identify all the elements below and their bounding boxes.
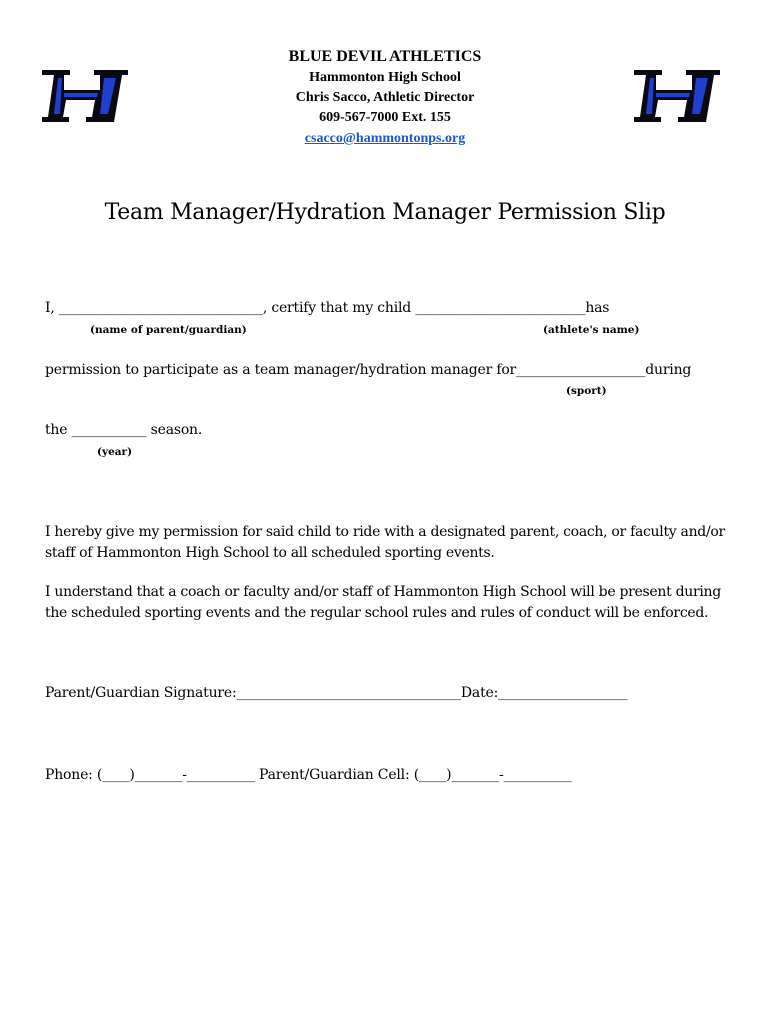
transport-permission-paragraph: I hereby give my permission for said child to ride with a designated parent, coach, or faculty and/or staff of Hammonton High School to all scheduled sporting events. (45, 524, 725, 561)
phone-numbers-line: Phone: (____)_______-__________ Parent/Guardian Cell: (____)_______-__________ (45, 767, 572, 783)
email-link[interactable]: csacco@hammontonps.org (304, 131, 466, 146)
signature-date-line: Parent/Guardian Signature:_________________________________Date:___________________ (45, 685, 628, 701)
supervision-paragraph: I understand that a coach or faculty and/or staff of Hammonton High School will be present during the scheduled sporting events and the regular school rules and rules of conduct will be enforced. (45, 584, 721, 621)
contact-phone: 609-567-7000 Ext. 155 (319, 110, 451, 125)
school-name: Hammonton High School (309, 70, 461, 85)
season-line: the ___________ season. (45, 422, 203, 438)
permission-line: permission to participate as a team manager/hydration manager for___________________during (45, 362, 692, 378)
director-name: Chris Sacco, Athletic Director (295, 90, 475, 105)
letterhead (0, 46, 770, 150)
sport-caption: (sport) (566, 385, 607, 397)
certify-line: I, ______________________________, certify that my child _________________________has (45, 300, 610, 316)
year-caption: (year) (97, 446, 133, 458)
org-name: BLUE DEVIL ATHLETICS (288, 48, 482, 65)
page-title: Team Manager/Hydration Manager Permission Slip (104, 200, 666, 225)
athlete-name-caption: (athlete's name) (543, 324, 640, 336)
parent-name-caption: (name of parent/guardian) (90, 324, 247, 336)
